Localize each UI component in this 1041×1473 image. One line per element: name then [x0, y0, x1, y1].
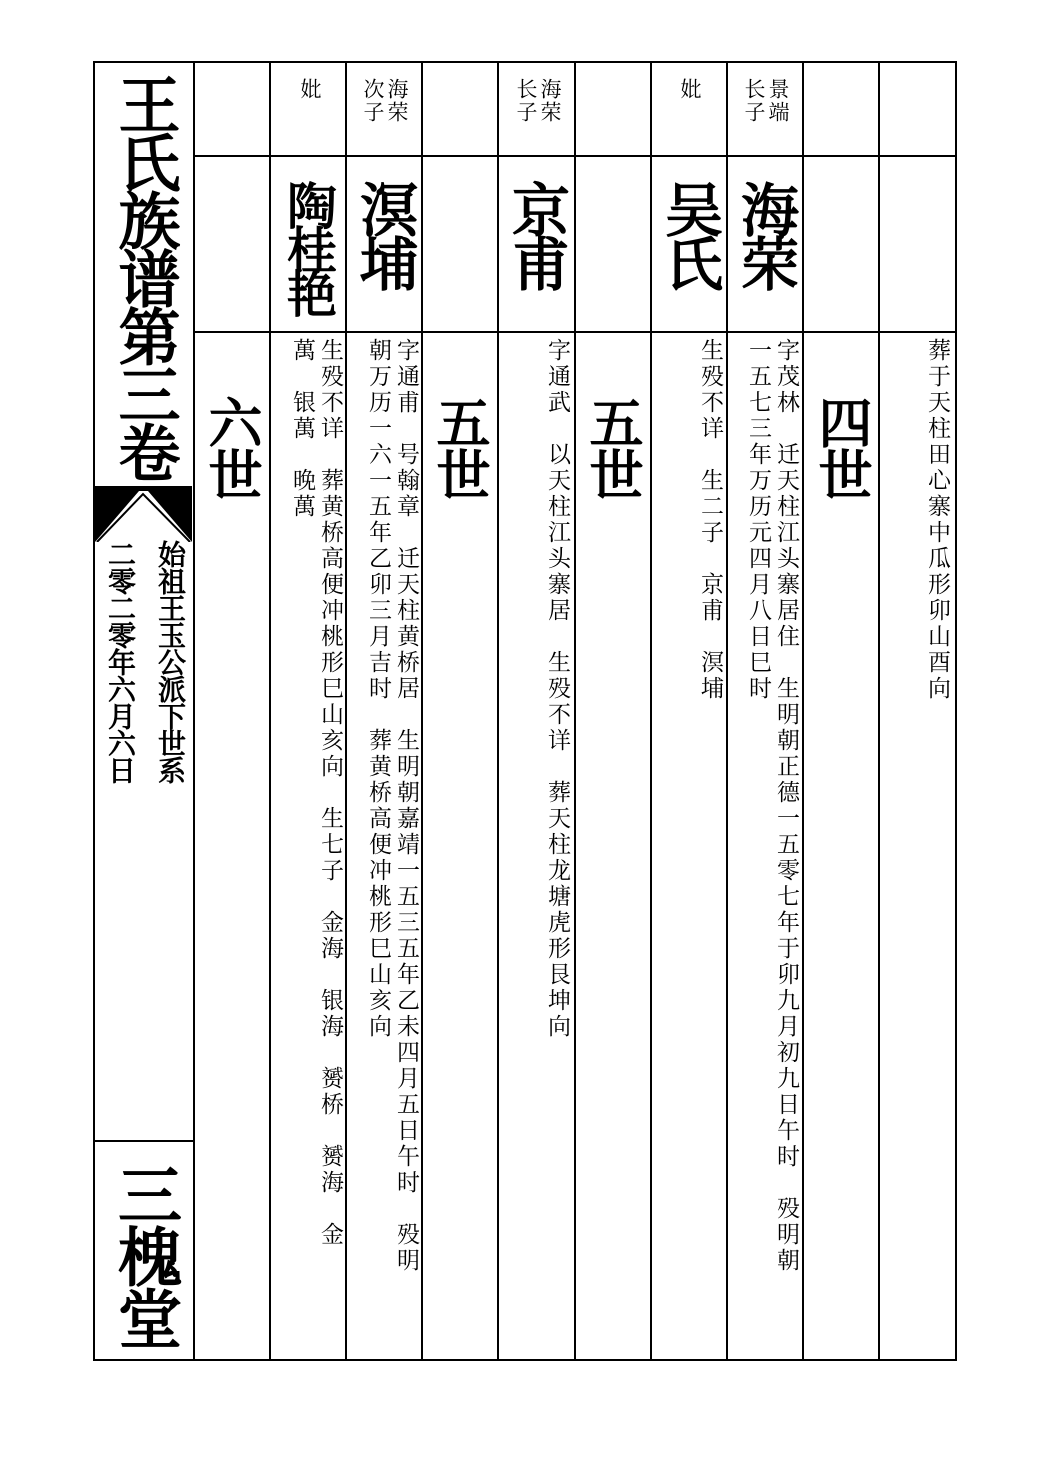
- person-details: 生殁不详 生二子 京甫 溟埔: [697, 338, 723, 702]
- compile-date: 二零二零年六月六日: [104, 540, 137, 783]
- generation-label: 四世: [810, 395, 874, 499]
- person-details: 萬 银萬 晚萬: [289, 338, 315, 520]
- person-name: 溟埔: [350, 180, 418, 288]
- column-divider: [193, 61, 195, 1361]
- relation-line: 景端: [766, 78, 790, 124]
- person-name: 京甫: [502, 180, 570, 288]
- burial-note: 葬于天柱田心寨中瓜形卯山酉向: [924, 338, 950, 702]
- relation-line: 次子: [361, 78, 385, 124]
- column-divider: [878, 61, 880, 1361]
- book-title: 王氏族谱第三卷: [108, 73, 181, 479]
- row-divider: [193, 331, 957, 333]
- person-name: 海荣: [731, 180, 799, 288]
- generation-label: 五世: [428, 395, 492, 499]
- row-divider: [193, 155, 957, 157]
- hall-name: 三槐堂: [107, 1161, 182, 1348]
- person-name: 陶桂艳: [279, 180, 338, 312]
- relation-line: 海荣: [385, 78, 409, 124]
- hall-divider: [93, 1140, 193, 1142]
- person-name: 吴氏: [655, 180, 723, 288]
- column-divider: [574, 61, 576, 1361]
- title-banner: [95, 486, 192, 542]
- relation-line: 妣: [678, 78, 702, 101]
- relation-line: 妣: [298, 78, 322, 101]
- generation-label: 五世: [581, 395, 645, 499]
- lineage-subtitle: 始祖王玉公派下世系: [154, 540, 187, 783]
- person-details: 字通甫 号翰章 迁天柱黄桥居 生明朝嘉靖一五三五年乙未四月五日午时 殁明: [393, 338, 419, 1274]
- person-details: 字通武 以天柱江头寨居 生殁不详 葬天柱龙塘虎形艮坤向: [544, 338, 570, 1040]
- relation-line: 长子: [514, 78, 538, 124]
- person-details: 一五七三年万历元四月八日巳时: [745, 338, 771, 702]
- relation-line: 海荣: [538, 78, 562, 124]
- generation-label: 六世: [200, 395, 264, 499]
- person-details: 字茂林 迁天柱江头寨居住 生明朝正德一五零七年于卯九月初九日午时 殁明朝: [773, 338, 799, 1274]
- person-details: 朝万历一六一五年乙卯三月吉时 葬黄桥高便冲桃形巳山亥向: [365, 338, 391, 1040]
- person-details: 生殁不详 葬黄桥高便冲桃形巳山亥向 生七子 金海 银海 赟桥 赟海 金: [317, 338, 343, 1248]
- relation-line: 长子: [742, 78, 766, 124]
